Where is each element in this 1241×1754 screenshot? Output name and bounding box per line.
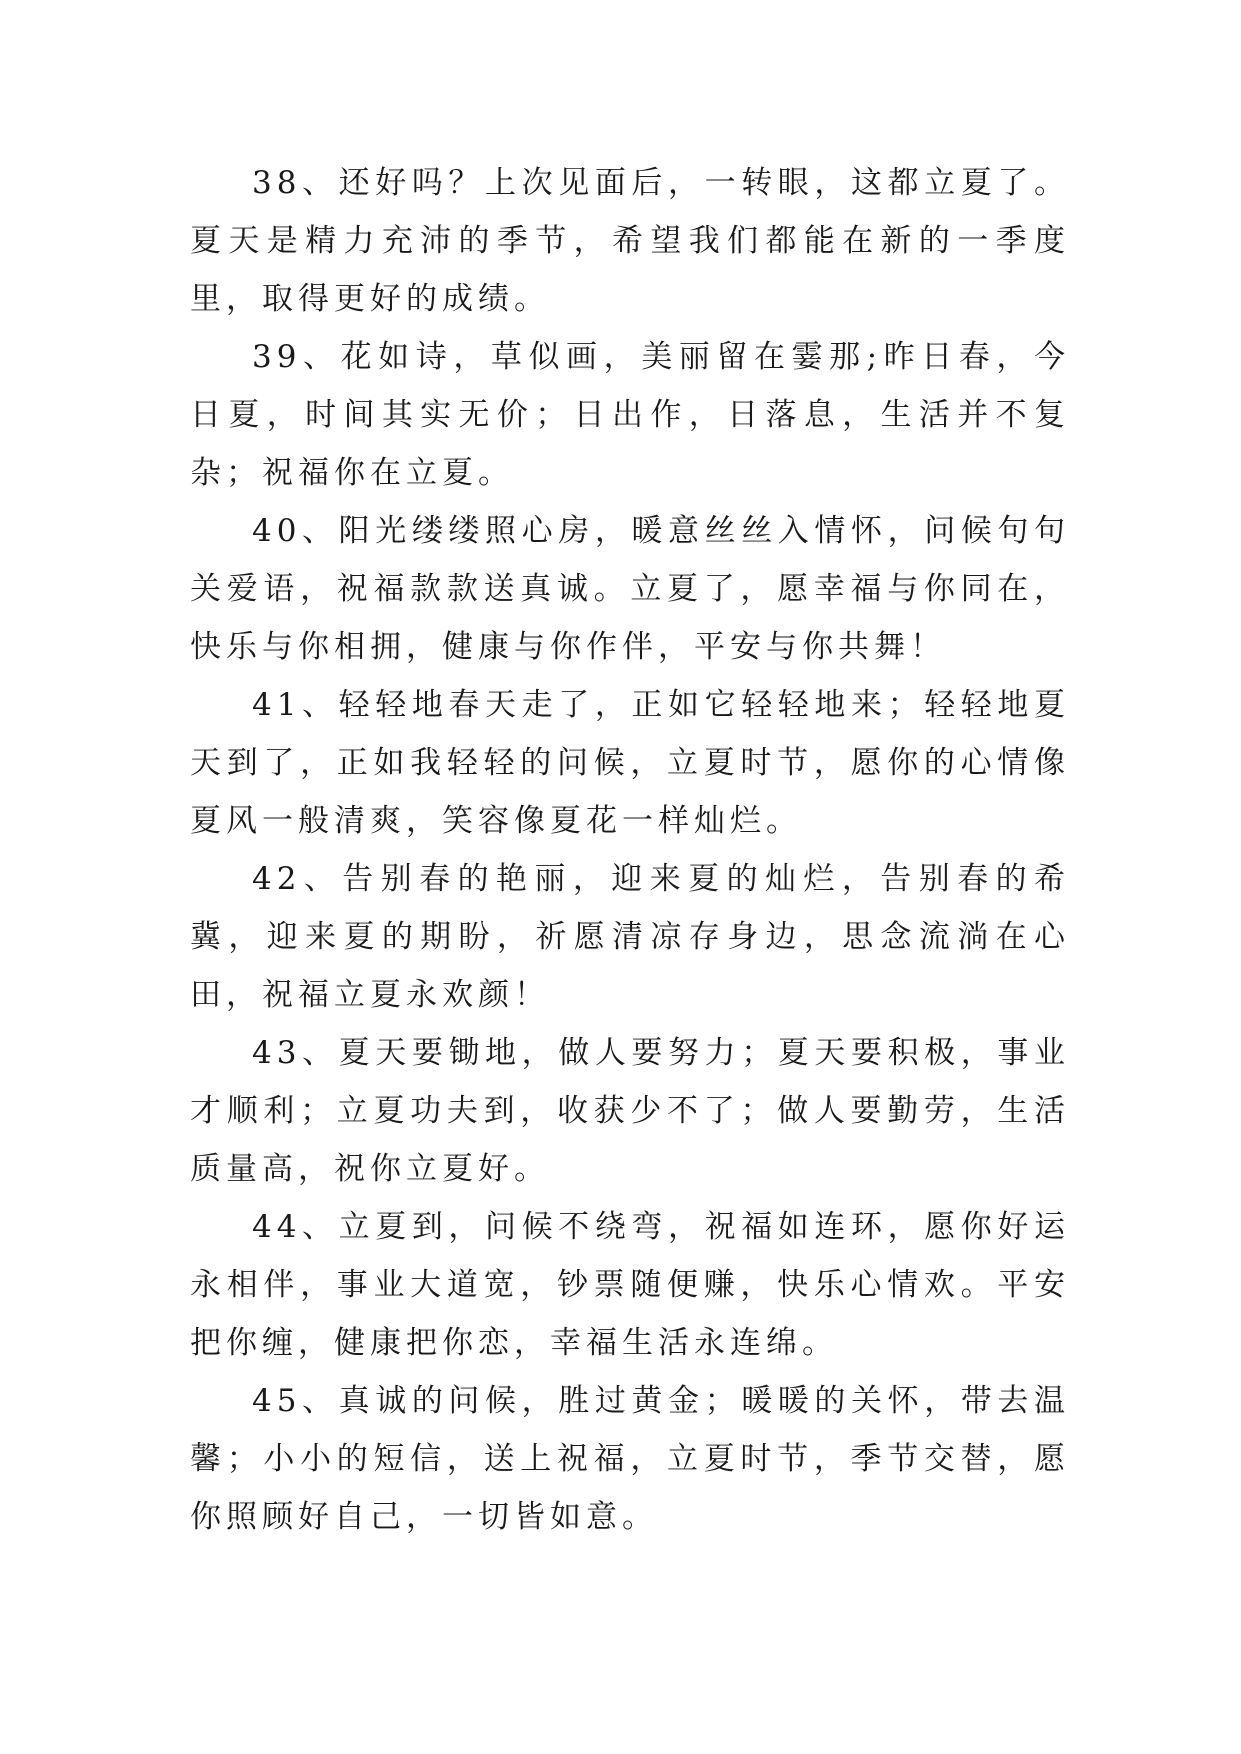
paragraph-43: 43、夏天要锄地，做人要努力；夏天要积极，事业才顺利；立夏功夫到，收获少不了；做人要勤劳，生活质量高，祝你立夏好。 xyxy=(190,1035,1070,1187)
paragraph-42: 42、告别春的艳丽，迎来夏的灿烂，告别春的希冀，迎来夏的期盼，祈愿清凉存身边，思念流淌在心田，祝福立夏永欢颜！ xyxy=(190,861,1070,1013)
paragraph-44: 44、立夏到，问候不绕弯，祝福如连环，愿你好运永相伴，事业大道宽，钞票随便赚，快乐心情欢。平安把你缠，健康把你恋，幸福生活永连绵。 xyxy=(190,1209,1070,1361)
paragraph-41: 41、轻轻地春天走了，正如它轻轻地来；轻轻地夏天到了，正如我轻轻的问候，立夏时节，愿你的心情像夏风一般清爽，笑容像夏花一样灿烂。 xyxy=(190,687,1070,839)
paragraph-45: 45、真诚的问候，胜过黄金；暖暖的关怀，带去温馨；小小的短信，送上祝福，立夏时节，季节交替，愿你照顾好自己，一切皆如意。 xyxy=(190,1383,1070,1535)
paragraph-40: 40、阳光缕缕照心房，暖意丝丝入情怀，问候句句关爱语，祝福款款送真诚。立夏了，愿幸福与你同在，快乐与你相拥，健康与你作伴，平安与你共舞！ xyxy=(190,513,1070,665)
document-body xyxy=(190,154,1070,1546)
paragraph-39: 39、花如诗，草似画，美丽留在霎那;昨日春，今日夏，时间其实无价；日出作，日落息，生活并不复杂；祝福你在立夏。 xyxy=(190,339,1070,491)
paragraph-38: 38、还好吗？上次见面后，一转眼，这都立夏了。夏天是精力充沛的季节，希望我们都能在新的一季度里，取得更好的成绩。 xyxy=(190,165,1070,317)
